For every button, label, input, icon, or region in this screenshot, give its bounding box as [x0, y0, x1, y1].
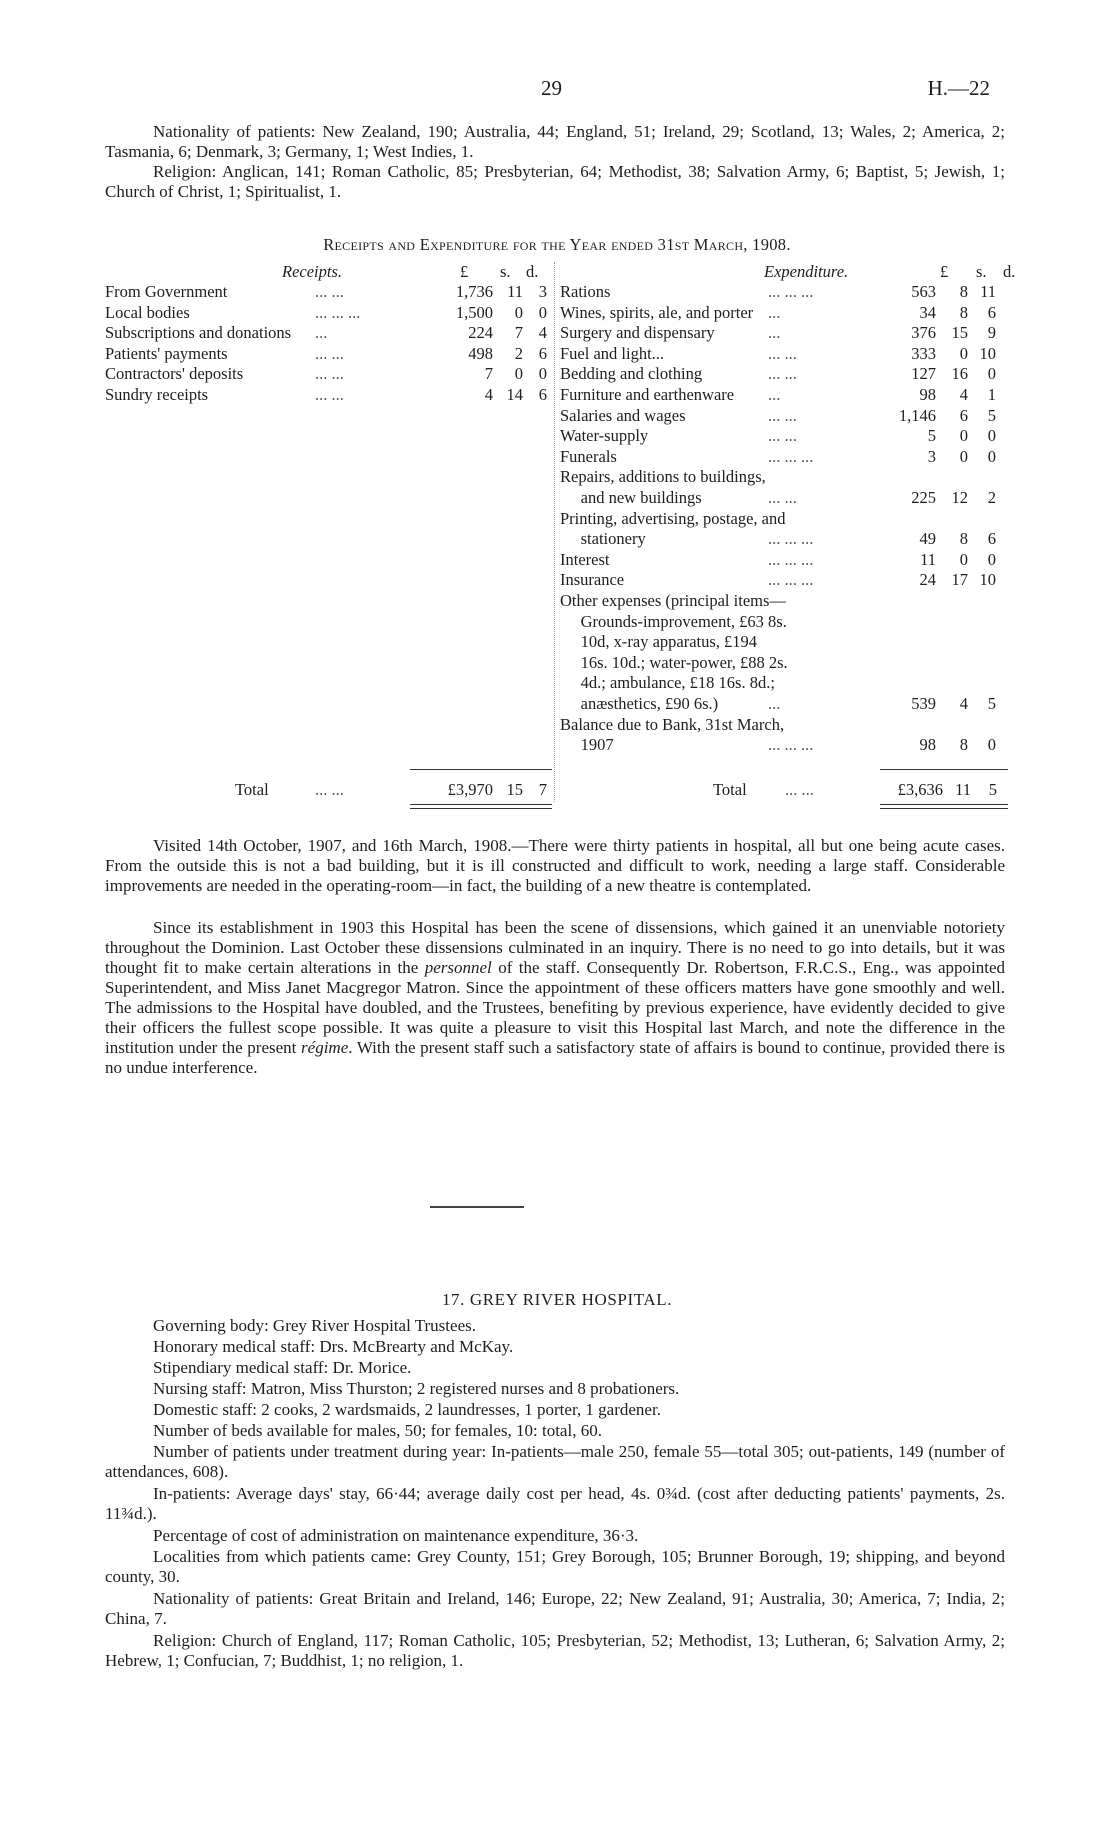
- expenditure-pounds: 376: [911, 323, 936, 343]
- expenditure-row: [560, 323, 1010, 343]
- expenditure-pounds: 3: [927, 446, 936, 466]
- expenditure-dots: ... ... ...: [768, 282, 814, 301]
- receipts-pounds: 4: [484, 385, 493, 404]
- expenditure-pence: 11: [980, 282, 996, 301]
- expenditure-label: anæsthetics, £90 6s.): [560, 694, 719, 713]
- receipts-total-shillings: 15: [506, 780, 523, 799]
- expenditure-row: [560, 467, 1010, 487]
- receipts-pounds: 7: [484, 364, 493, 384]
- grey-river-governing: Governing body: Grey River Hospital Trustees.: [153, 1316, 476, 1335]
- expenditure-dots: ...: [768, 694, 781, 713]
- grey-river-stipendiary: Stipendiary medical staff: Dr. Morice.: [153, 1358, 412, 1377]
- expenditure-label: 16s. 10d.; water-power, £88 2s.: [560, 652, 788, 672]
- expenditure-dots: ... ... ...: [768, 529, 814, 549]
- receipts-pence: 4: [538, 323, 547, 343]
- receipts-dots: ... ...: [315, 343, 344, 363]
- expenditure-shillings: 12: [951, 488, 968, 507]
- receipts-row: [105, 323, 555, 343]
- receipts-label: Local bodies: [105, 302, 190, 322]
- expenditure-row: [560, 426, 1010, 446]
- expenditure-row: [560, 715, 1010, 735]
- expenditure-row: [560, 509, 1010, 529]
- expenditure-total-pence: 5: [988, 780, 997, 799]
- expenditure-dots: ... ... ...: [768, 446, 814, 466]
- intro-religion: Religion: Anglican, 141; Roman Catholic, 85; Presbyterian, 64; Methodist, 38; Salvation Army, 6; Baptist, 5; Jewish, 1; Church of Christ, 1; Spiritualist, 1.: [105, 162, 1005, 201]
- expenditure-total-double-rule: [880, 804, 1008, 809]
- expenditure-total-row: [565, 780, 1010, 800]
- expenditure-shillings: 0: [959, 426, 968, 446]
- expenditure-label: Printing, advertising, postage, and: [560, 508, 786, 528]
- receipts-pence-unit: d.: [526, 262, 539, 281]
- expenditure-pence-unit: d.: [1003, 262, 1016, 281]
- expenditure-pounds: 5: [927, 426, 936, 446]
- grey-river-patients: Number of patients under treatment during year: In-patients—male 250, female 55—total 305; out-patients, 149 (number of attendances, 608).: [105, 1442, 1005, 1481]
- expenditure-label: and new buildings: [560, 488, 702, 507]
- expenditure-pence: 9: [987, 323, 996, 343]
- expenditure-shillings: 0: [959, 549, 968, 569]
- expenditure-shillings: 8: [959, 282, 968, 301]
- expenditure-label: Furniture and earthenware: [560, 385, 735, 404]
- receipts-shillings: 0: [514, 302, 523, 322]
- expenditure-label: Insurance: [560, 570, 625, 590]
- expenditure-shillings: 4: [959, 385, 968, 404]
- expenditure-dots: ... ...: [768, 343, 797, 363]
- expenditure-label: Salaries and wages: [560, 405, 686, 425]
- receipts-shillings: 2: [514, 343, 523, 363]
- expenditure-pounds: 225: [911, 488, 936, 507]
- expenditure-pounds: 98: [919, 385, 936, 404]
- expenditure-dots: ... ...: [768, 426, 797, 446]
- expenditure-dots: ...: [768, 323, 781, 343]
- expenditure-shillings: 6: [959, 405, 968, 425]
- grey-river-nationality: Nationality of patients: Great Britain and Ireland, 146; Europe, 22; New Zealand, 91; Australia, 30; America, 7; India, 2; China, 7.: [105, 1589, 1005, 1628]
- expenditure-row: [560, 364, 1010, 384]
- receipts-sum-rule: [410, 769, 552, 770]
- expenditure-label: Rations: [560, 282, 611, 301]
- expenditure-dots: ...: [768, 302, 781, 322]
- expenditure-label: Bedding and clothing: [560, 364, 703, 384]
- receipts-label: From Government: [105, 282, 228, 301]
- receipts-pounds: 1,500: [455, 302, 493, 322]
- expenditure-row: [560, 591, 1010, 611]
- expenditure-total-shillings: 11: [955, 780, 971, 799]
- expenditure-row: [560, 632, 1010, 652]
- expenditure-shillings: 8: [959, 735, 968, 755]
- expenditure-sum-rule: [880, 769, 1008, 770]
- expenditure-pence: 1: [987, 385, 996, 404]
- expenditure-dots: ...: [768, 385, 781, 404]
- expenditure-pounds: 127: [911, 364, 936, 384]
- expenditure-row: [560, 673, 1010, 693]
- receipts-pence: 3: [538, 282, 547, 301]
- receipts-label: Contractors' deposits: [105, 364, 244, 384]
- grey-river-religion: Religion: Church of England, 117; Roman Catholic, 105; Presbyterian, 52; Methodist, 13; Lutheran, 6; Salvation Army, 2; Hebrew, 1; Confucian, 7; Buddhist, 1; no religion, 1.: [105, 1631, 1005, 1670]
- expenditure-pence: 6: [987, 529, 996, 549]
- expenditure-total-dots: ... ...: [785, 780, 814, 799]
- receipts-row: [105, 282, 555, 302]
- table-title: Receipts and Expenditure for the Year ended 31st March, 1908.: [323, 235, 791, 254]
- expenditure-row: [560, 653, 1010, 673]
- receipts-dots: ... ...: [315, 385, 344, 404]
- receipts-row: [105, 385, 555, 405]
- expenditure-heading: Expenditure.: [764, 262, 849, 281]
- grey-river-honorary: Honorary medical staff: Drs. McBrearty and McKay.: [153, 1337, 514, 1356]
- receipts-pence: 0: [538, 364, 547, 384]
- expenditure-row: [560, 488, 1010, 508]
- expenditure-label: Interest: [560, 549, 610, 569]
- expenditure-label: Water-supply: [560, 426, 649, 446]
- intro-nationality: Nationality of patients: New Zealand, 190; Australia, 44; England, 51; Ireland, 29; Scotland, 13; Wales, 2; America, 2; Tasmania, 6; Denmark, 3; Germany, 1; West Indies, 1.: [105, 122, 1005, 161]
- expenditure-row: [560, 570, 1010, 590]
- expenditure-shillings: 0: [959, 446, 968, 466]
- expenditure-shillings: 8: [959, 529, 968, 549]
- expenditure-total-pounds: £3,636: [897, 780, 943, 799]
- expenditure-pounds: 34: [919, 302, 936, 322]
- receipts-row: [105, 303, 555, 323]
- expenditure-dots: ... ...: [768, 405, 797, 425]
- expenditure-row: [560, 447, 1010, 467]
- expenditure-pence: 0: [987, 549, 996, 569]
- expenditure-pence: 0: [987, 735, 996, 755]
- expenditure-row: [560, 344, 1010, 364]
- expenditure-label: Fuel and light...: [560, 343, 665, 363]
- expenditure-label: 10d, x-ray apparatus, £194: [560, 632, 758, 652]
- expenditure-row: [560, 282, 1010, 302]
- receipts-dots: ... ...: [315, 282, 344, 301]
- page-number: 29: [541, 76, 562, 100]
- report-paragraph-1: Visited 14th October, 1907, and 16th March, 1908.—There were thirty patients in hospital, all but one being acute cases. From the outside this is not a bad building, but it is ill constructed and difficult to work, needing a large staff. Considerable improvements are needed in the operating-room—in fact, the building of a new theatre is contemplated.: [105, 836, 1005, 895]
- expenditure-shillings-unit: s.: [976, 262, 987, 281]
- expenditure-label: Grounds-improvement, £63 8s.: [560, 611, 787, 631]
- expenditure-pence: 10: [979, 343, 996, 363]
- expenditure-label: 4d.; ambulance, £18 16s. 8d.;: [560, 673, 775, 693]
- expenditure-label: Surgery and dispensary: [560, 323, 715, 343]
- expenditure-pounds: 563: [911, 282, 936, 301]
- receipts-row: [105, 364, 555, 384]
- expenditure-dots: ... ... ...: [768, 570, 814, 590]
- receipts-label: Patients' payments: [105, 343, 228, 363]
- receipts-label: Subscriptions and donations: [105, 323, 292, 343]
- expenditure-pounds: 539: [911, 694, 936, 713]
- receipts-pounds: 1,736: [455, 282, 493, 301]
- expenditure-row: [560, 550, 1010, 570]
- expenditure-shillings: 17: [951, 570, 968, 590]
- receipts-pence: 0: [538, 302, 547, 322]
- expenditure-shillings: 16: [951, 364, 968, 384]
- expenditure-label: Other expenses (principal items—: [560, 591, 786, 610]
- expenditure-dots: ... ... ...: [768, 735, 814, 755]
- receipts-total-dots: ... ...: [315, 780, 344, 799]
- expenditure-pounds: 1,146: [898, 405, 936, 425]
- expenditure-pounds-unit: £: [940, 262, 949, 281]
- document-reference: H.—22: [927, 76, 990, 100]
- expenditure-pence: 2: [987, 488, 996, 507]
- expenditure-row: [560, 385, 1010, 405]
- expenditure-pounds: 24: [919, 570, 936, 590]
- expenditure-dots: ... ... ...: [768, 549, 814, 569]
- expenditure-label: Balance due to Bank, 31st March,: [560, 714, 785, 734]
- expenditure-row: [560, 612, 1010, 632]
- expenditure-label: Repairs, additions to buildings,: [560, 467, 766, 487]
- expenditure-pence: 5: [987, 694, 996, 713]
- receipts-total-pence: 7: [538, 780, 547, 799]
- receipts-label: Sundry receipts: [105, 385, 209, 404]
- expenditure-pence: 10: [979, 570, 996, 590]
- grey-river-domestic: Domestic staff: 2 cooks, 2 wardsmaids, 2 laundresses, 1 porter, 1 gardener.: [153, 1400, 661, 1419]
- receipts-total-double-rule: [410, 804, 552, 809]
- grey-river-inpatients: In-patients: Average days' stay, 66·44; average daily cost per head, 4s. 0¾d. (cost after deducting patients' payments, 2s. 11¾d.).: [105, 1484, 1005, 1523]
- grey-river-admin: Percentage of cost of administration on maintenance expenditure, 36·3.: [153, 1526, 639, 1545]
- expenditure-row: [560, 303, 1010, 323]
- expenditure-row: [560, 694, 1010, 714]
- receipts-shillings: 0: [514, 364, 523, 384]
- expenditure-pence: 0: [987, 446, 996, 466]
- receipts-pounds: 224: [468, 323, 493, 343]
- receipts-pounds-unit: £: [460, 262, 469, 281]
- page-header: [0, 76, 1114, 106]
- receipts-heading: Receipts.: [282, 262, 343, 281]
- expenditure-row: [560, 406, 1010, 426]
- expenditure-shillings: 8: [959, 302, 968, 322]
- expenditure-pounds: 333: [911, 343, 936, 363]
- receipts-total-label: Total: [235, 780, 269, 799]
- expenditure-pence: 0: [987, 426, 996, 446]
- expenditure-total-label: Total: [713, 780, 747, 799]
- expenditure-label: Wines, spirits, ale, and porter: [560, 302, 754, 322]
- grey-river-localities: Localities from which patients came: Grey County, 151; Grey Borough, 105; Brunner Borough, 19; shipping, and beyond county, 30.: [105, 1547, 1005, 1586]
- receipts-total-pounds: £3,970: [447, 780, 493, 799]
- receipts-shillings: 7: [514, 323, 523, 343]
- expenditure-label: 1907: [560, 735, 614, 755]
- expenditure-pence: 6: [987, 302, 996, 322]
- receipts-total-row: [105, 780, 555, 800]
- expenditure-row: [560, 735, 1010, 755]
- receipts-dots: ... ...: [315, 364, 344, 384]
- expenditure-label: stationery: [560, 529, 646, 549]
- receipts-pounds: 498: [468, 343, 493, 363]
- expenditure-pounds: 98: [919, 735, 936, 755]
- grey-river-nursing: Nursing staff: Matron, Miss Thurston; 2 registered nurses and 8 probationers.: [153, 1379, 680, 1398]
- receipts-pence: 6: [538, 343, 547, 363]
- expenditure-pence: 0: [987, 364, 996, 384]
- expenditure-pence: 5: [987, 405, 996, 425]
- receipts-pence: 6: [538, 385, 547, 404]
- expenditure-dots: ... ...: [768, 488, 797, 507]
- section-separator: [430, 1206, 524, 1208]
- expenditure-shillings: 4: [959, 694, 968, 713]
- receipts-shillings: 11: [507, 282, 523, 301]
- receipts-dots: ...: [315, 323, 328, 343]
- receipts-dots: ... ... ...: [315, 302, 361, 322]
- expenditure-pounds: 11: [920, 549, 936, 569]
- expenditure-label: Funerals: [560, 446, 617, 466]
- expenditure-dots: ... ...: [768, 364, 797, 384]
- expenditure-shillings: 0: [959, 343, 968, 363]
- grey-river-beds: Number of beds available for males, 50; for females, 10: total, 60.: [153, 1421, 602, 1440]
- grey-river-title: 17. GREY RIVER HOSPITAL.: [441, 1290, 673, 1309]
- receipts-shillings-unit: s.: [500, 262, 511, 281]
- receipts-row: [105, 344, 555, 364]
- expenditure-pounds: 49: [919, 529, 936, 549]
- expenditure-row: [560, 529, 1010, 549]
- expenditure-shillings: 15: [951, 323, 968, 343]
- report-paragraph-2: Since its establishment in 1903 this Hospital has been the scene of dissensions, which gained it an unenviable notoriety throughout the Dominion. Last October these dissensions culminated in an inquiry. There is no need to go into details, but it was thought fit to make certain alterations in the personnel of the staff. Consequently Dr. Robertson, F.R.C.S., Eng., was appointed Superintendent, and Miss Janet Macgregor Matron. Since the appointment of these officers matters have gone smoothly and well. The admissions to the Hospital have doubled, and the Trustees, benefiting by previous experience, have evidently decided to give their officers the fullest scope possible. It was quite a pleasure to visit this Hospital last March, and note the difference in the institution under the present régime. With the present staff such a satisfactory state of affairs is bound to continue, provided there is no undue interference.: [105, 918, 1005, 1077]
- receipts-shillings: 14: [506, 385, 523, 404]
